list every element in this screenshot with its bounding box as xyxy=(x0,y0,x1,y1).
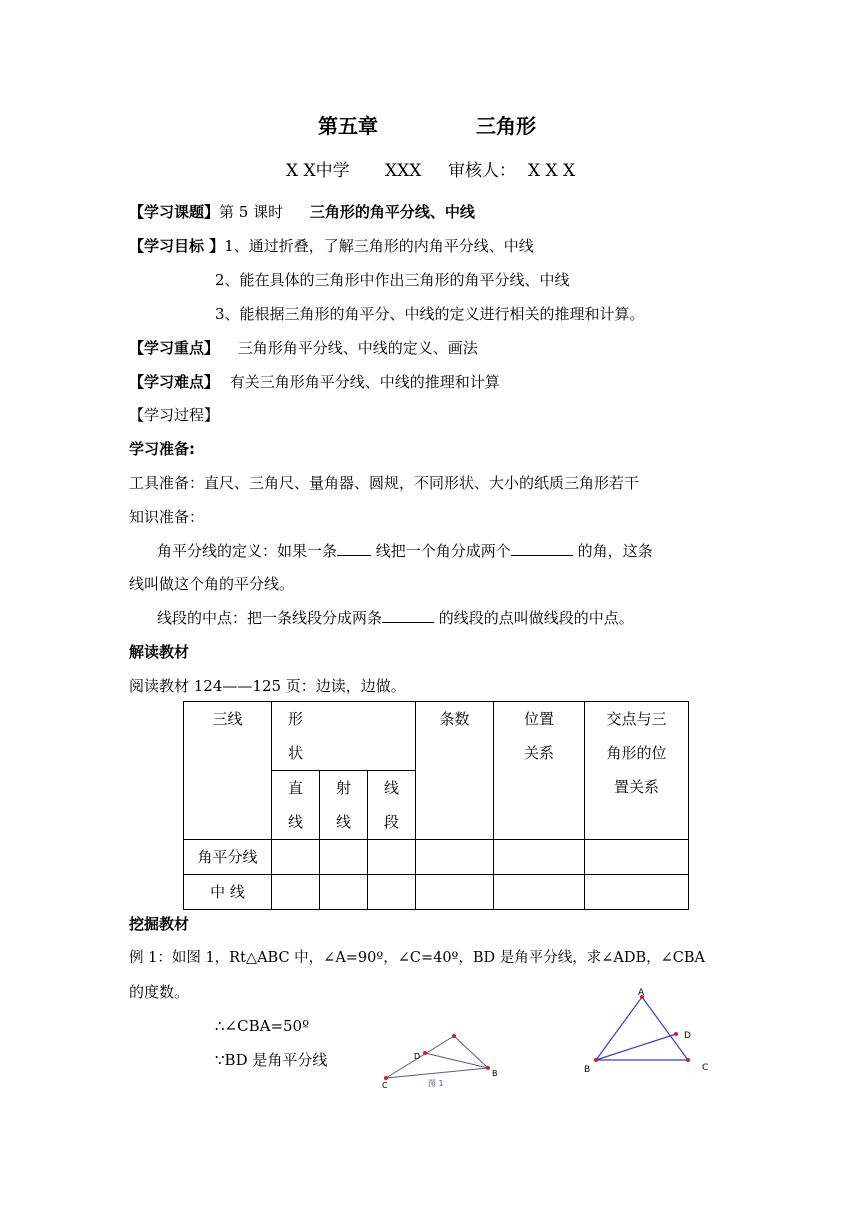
objectives-label: 【学习目标 】 xyxy=(129,237,225,255)
triangle-outline xyxy=(596,997,688,1060)
header-shape xyxy=(272,702,416,771)
topic-title: 三角形的角平分线、中线 xyxy=(309,203,475,221)
vertex-dot xyxy=(594,1058,598,1062)
bisector-line xyxy=(596,1034,676,1060)
example-text: 例 1：如图 1，Rt△ABC 中，∠A=90º，∠C=40º，BD 是角平分线，求∠ADB，∠CBA xyxy=(129,950,706,966)
vertex-dot xyxy=(686,1058,690,1062)
label-a: A xyxy=(638,988,645,998)
key-points-text: 三角形角平分线、中线的定义、画法 xyxy=(237,339,478,357)
reviewer-label: 审核人： xyxy=(448,161,516,181)
vertex-dot xyxy=(423,1051,427,1055)
fill-blank[interactable] xyxy=(382,608,434,623)
header-lines xyxy=(184,702,272,840)
figure-1 xyxy=(376,1026,506,1092)
header-intersection-text: 交点与三 xyxy=(606,710,667,728)
objectives-row xyxy=(129,236,534,256)
key-points-row xyxy=(129,338,478,358)
table-cell[interactable] xyxy=(416,840,494,875)
label-c: C xyxy=(702,1063,709,1073)
header-count xyxy=(416,702,494,840)
sub-segment-text: 线 xyxy=(383,779,399,797)
topic-label: 【学习课题】 xyxy=(129,203,220,221)
sub-straight xyxy=(272,771,320,840)
topic-lesson: 第 5 课时 xyxy=(219,203,284,221)
sub-segment-text: 段 xyxy=(383,813,399,831)
header-shape-text: 状 xyxy=(288,744,304,762)
table-cell[interactable] xyxy=(320,840,368,875)
sub-segment xyxy=(368,771,416,840)
row-label-bisector xyxy=(184,840,272,875)
triangle-outline xyxy=(386,1036,488,1078)
difficulties-row xyxy=(129,372,500,392)
solution-step: ∴∠CBA=50º xyxy=(215,1017,310,1035)
header-position xyxy=(494,702,585,840)
sub-straight-text: 线 xyxy=(287,813,303,831)
tools-text: 工具准备：直尺、三角尺、量角器、圆规，不同形状、大小的纸质三角形若干 xyxy=(129,474,640,492)
process-label: 【学习过程】 xyxy=(129,406,220,424)
bisector-def-text: 线把一个角分成两个 xyxy=(375,542,511,560)
fill-blank[interactable] xyxy=(337,541,371,556)
difficulties-text: 有关三角形角平分线、中线的推理和计算 xyxy=(229,373,500,391)
author-name: XXX xyxy=(385,161,422,181)
label-d: D xyxy=(684,1031,691,1041)
header-lines-text: 三线 xyxy=(212,710,243,728)
chapter-label: 第五章 xyxy=(318,114,378,138)
table-cell[interactable] xyxy=(585,840,689,875)
label-b: B xyxy=(584,1065,591,1075)
objective-item: 3、能根据三角形的角平分、中线的定义进行相关的推理和计算。 xyxy=(215,305,645,323)
bisector-def-text: 角平分线的定义：如果一条 xyxy=(157,542,338,560)
topic-row xyxy=(129,202,475,222)
vertex-dot xyxy=(384,1076,388,1080)
figure-caption: 图 1 xyxy=(428,1079,444,1088)
bisector-def-end: 线叫做这个角的平分线。 xyxy=(129,575,295,593)
bisector-definition xyxy=(157,541,653,561)
reading-text: 阅读教材 124——125 页：边读，边做。 xyxy=(129,677,406,695)
vertex-dot xyxy=(674,1032,678,1036)
midpoint-def-text: 线段的中点：把一条线段分成两条 xyxy=(157,609,383,627)
objective-item: 2、能在具体的三角形中作出三角形的角平分线、中线 xyxy=(215,271,570,289)
header-intersection-text: 置关系 xyxy=(613,778,659,796)
header-intersection-text: 角形的位 xyxy=(606,744,667,762)
chapter-title: 三角形 xyxy=(476,114,536,138)
sub-ray-text: 射 xyxy=(335,779,351,797)
label-d: D xyxy=(414,1052,421,1061)
example-text-cont: 的度数。 xyxy=(129,983,190,1001)
reading-heading: 解读教材 xyxy=(129,643,190,661)
difficulties-label: 【学习难点】 xyxy=(129,373,220,391)
vertex-dot xyxy=(486,1066,490,1070)
row-label-median xyxy=(184,875,272,910)
school-name: X X中学 xyxy=(286,161,350,181)
table-cell[interactable] xyxy=(368,840,416,875)
sub-straight-text: 直 xyxy=(287,779,303,797)
three-lines-table xyxy=(183,701,689,910)
table-cell[interactable] xyxy=(320,875,368,910)
preparation-heading: 学习准备: xyxy=(129,440,195,458)
header-intersection xyxy=(585,702,689,840)
sub-ray xyxy=(320,771,368,840)
table-cell[interactable] xyxy=(416,875,494,910)
knowledge-label: 知识准备： xyxy=(129,508,205,526)
solution-step: ∵BD 是角平分线 xyxy=(215,1051,328,1069)
vertex-dot xyxy=(452,1034,456,1038)
row-label-text: 角平分线 xyxy=(197,848,258,866)
midpoint-def-text: 的线段的点叫做线段的中点。 xyxy=(438,609,634,627)
table-cell[interactable] xyxy=(494,840,585,875)
label-c: C xyxy=(382,1081,388,1090)
fill-blank[interactable] xyxy=(511,541,573,556)
dig-heading: 挖掘教材 xyxy=(129,915,190,933)
bisector-line xyxy=(425,1053,488,1068)
table-cell[interactable] xyxy=(272,840,320,875)
table-cell[interactable] xyxy=(368,875,416,910)
key-points-label: 【学习重点】 xyxy=(129,339,220,357)
objective-item: 1、通过折叠，了解三角形的内角平分线、中线 xyxy=(224,237,534,255)
header-position-text: 关系 xyxy=(523,744,554,762)
bisector-def-text: 的角，这条 xyxy=(577,542,653,560)
header-shape-text: 形 xyxy=(288,710,304,728)
figure-2 xyxy=(578,986,718,1086)
table-cell[interactable] xyxy=(585,875,689,910)
header-count-text: 条数 xyxy=(439,710,470,728)
reviewer-name: X X X xyxy=(528,161,576,181)
label-b: B xyxy=(492,1069,498,1078)
header-position-text: 位置 xyxy=(523,710,554,728)
sub-ray-text: 线 xyxy=(335,813,351,831)
table-cell[interactable] xyxy=(272,875,320,910)
midpoint-definition xyxy=(157,608,634,628)
table-cell[interactable] xyxy=(494,875,585,910)
row-label-text: 中 线 xyxy=(210,883,245,901)
